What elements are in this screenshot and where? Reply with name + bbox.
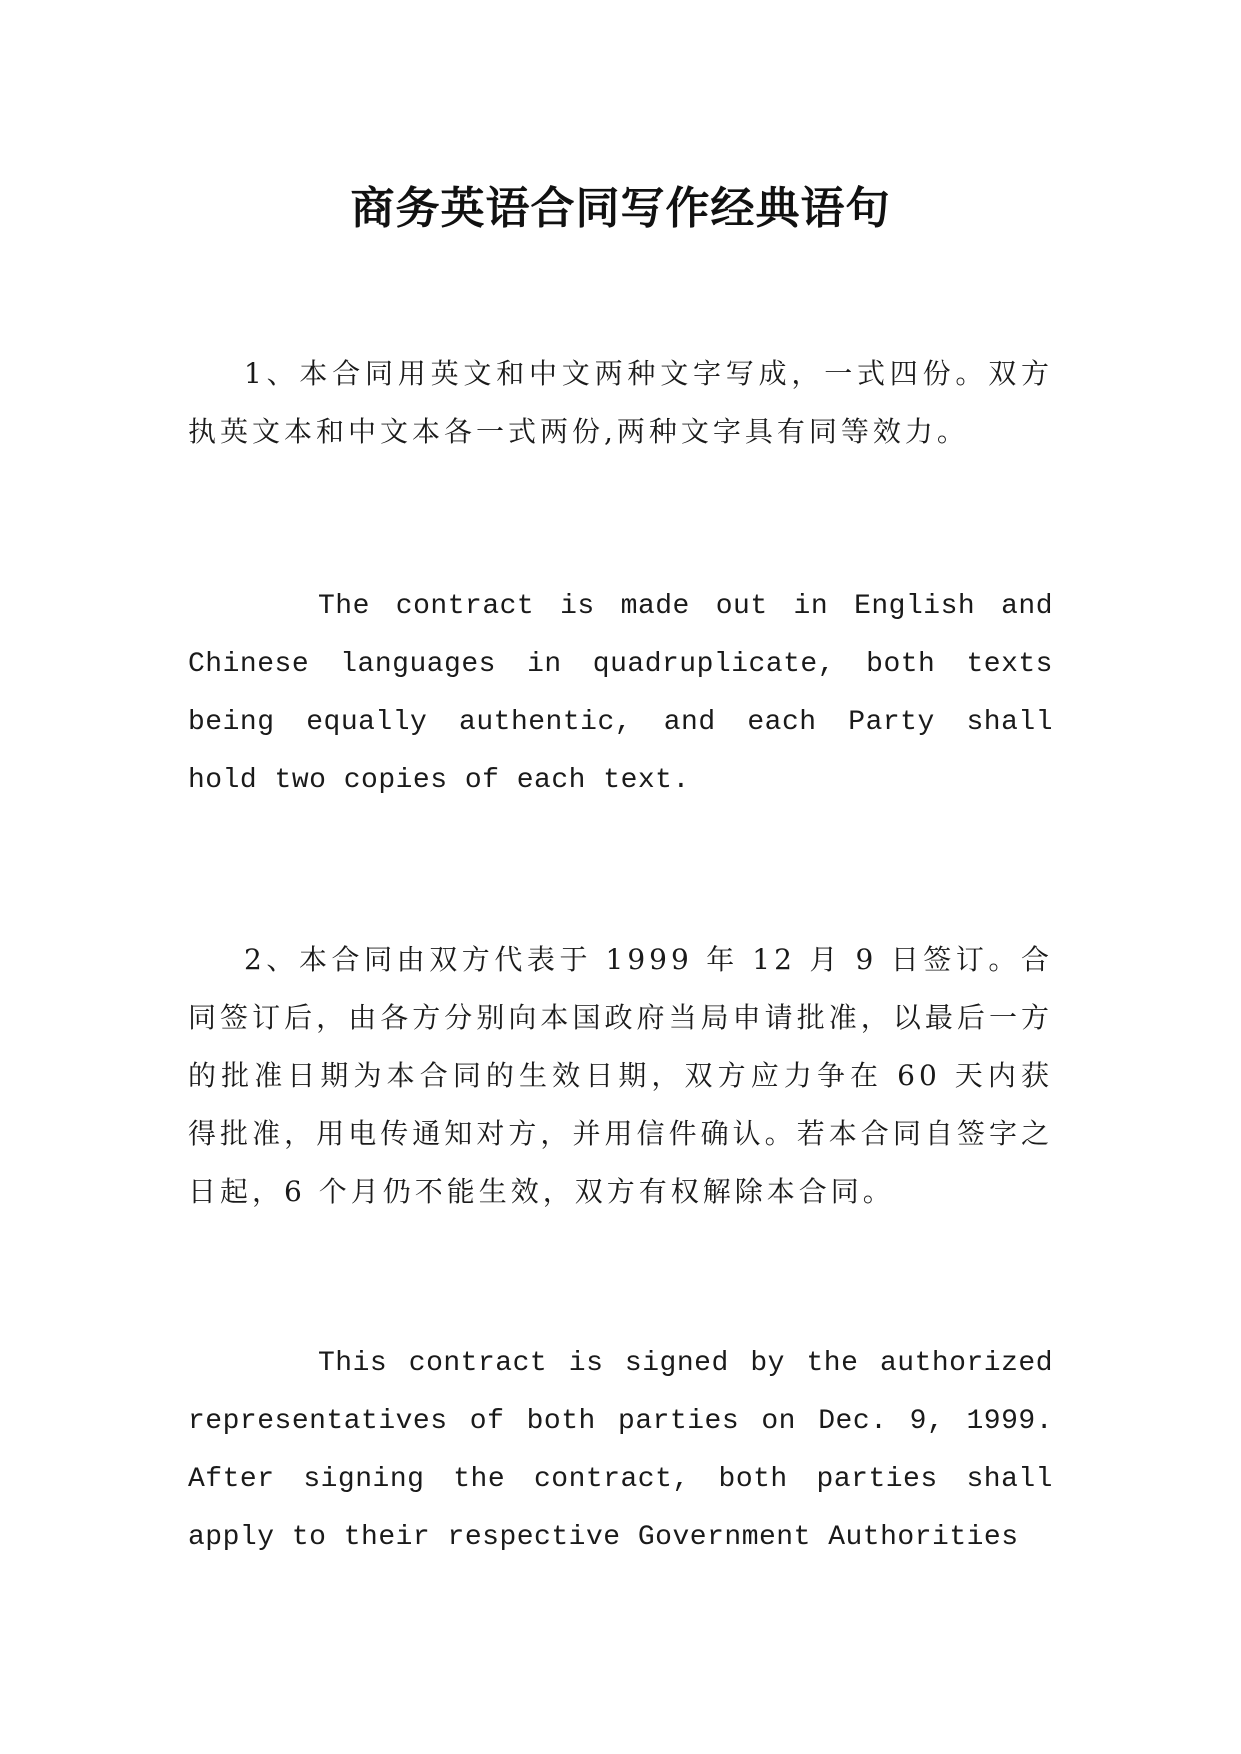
paragraph-1-chinese: 1、本合同用英文和中文两种文字写成，一式四份。双方执英文本和中文本各一式两份,两种文字具有同等效力。 (188, 357, 1053, 448)
paragraph-2-english: This contract is signed by the authorized representatives of both parties on Dec. 9, 1999. After signing the contract, both parties shall apply to their respective Government Authorities (188, 1348, 1053, 1553)
paragraph-1-english: The contract is made out in English and Chinese languages in quadruplicate, both texts being equally authentic, and each Party shall hold two copies of each text. (188, 591, 1053, 796)
document-title: 商务英语合同写作经典语句 (350, 183, 891, 235)
paragraph-2-chinese: 2、本合同由双方代表于 1999 年 12 月 9 日签订。合同签订后，由各方分别向本国政府当局申请批准，以最后一方的批准日期为本合同的生效日期，双方应力争在 60 天内获得批准，用电传通知对方，并用信件确认。若本合同自签字之日起，6 个月仍不能生效，双方有权解除本合同。 (188, 943, 1053, 1208)
